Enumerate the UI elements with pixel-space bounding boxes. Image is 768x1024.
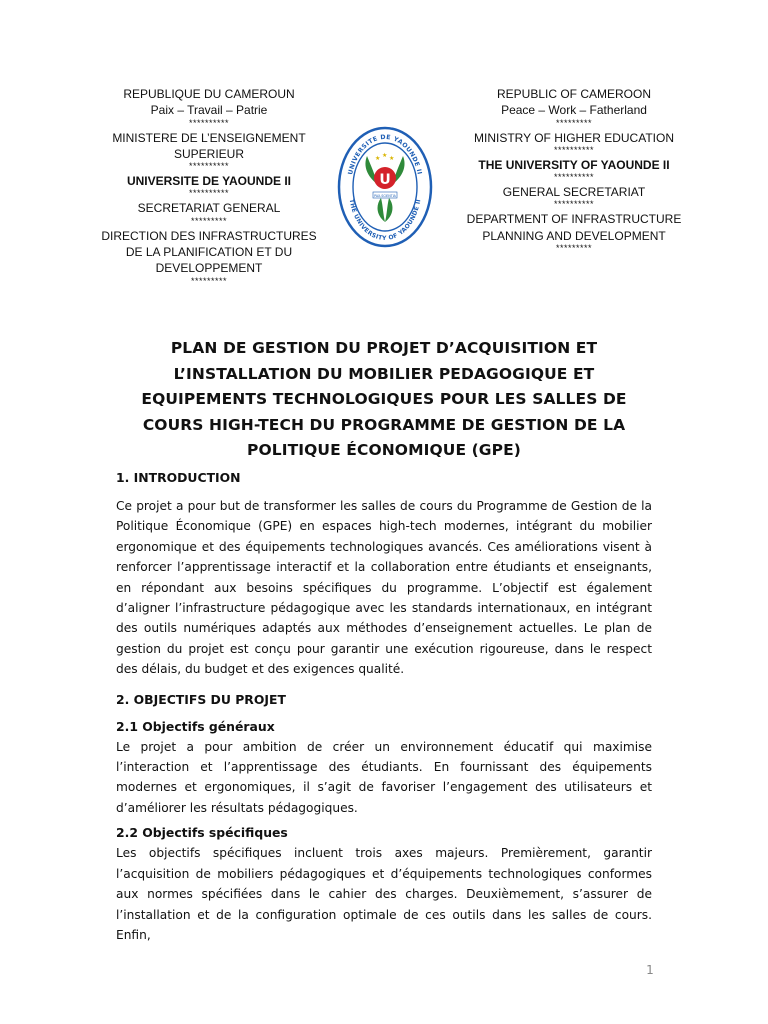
ministry-fr: MINISTERE DE L’ENSEIGNEMENT SUPERIEUR bbox=[112, 130, 306, 161]
university-en: THE UNIVERSITY OF YAOUNDE II bbox=[478, 157, 670, 172]
svg-text:★: ★ bbox=[382, 152, 388, 159]
document-title: PLAN DE GESTION DU PROJET D’ACQUISITION ET L’INSTALLATION DU MOBILIER PEDAGOGIQUE ET EQUIPEMENTS TECHNOLOGIQUES POUR LES SALLES DE COURS HIGH-TECH DU PROGRAMME DE GESTION DE LA POLITIQUE ÉCONOMIQUE (GPE) bbox=[141, 339, 627, 460]
svg-text:★: ★ bbox=[389, 155, 395, 162]
motto-fr: Paix – Travail – Patrie bbox=[150, 103, 268, 118]
secretariat-fr: SECRETARIAT GENERAL bbox=[137, 201, 281, 216]
separator-stars: ********* bbox=[190, 215, 228, 226]
header-right-column bbox=[452, 86, 696, 255]
separator-stars: ********* bbox=[555, 117, 593, 128]
separator-stars: ********** bbox=[188, 117, 230, 128]
country-name-fr: REPUBLIQUE DU CAMEROUN bbox=[123, 87, 295, 101]
emblem-bottom-text: THE UNIVERSITY OF YAOUNDE II bbox=[347, 198, 423, 243]
emblem-banner-text: PAX-SCIENTIA bbox=[374, 193, 396, 198]
university-emblem-icon bbox=[337, 126, 433, 248]
header-left-column bbox=[92, 86, 326, 288]
country-name-en: REPUBLIC OF CAMEROON bbox=[496, 87, 652, 101]
direction-fr: DIRECTION DES INFRASTRUCTURES DE LA PLANIFICATION ET DU DEVELOPPEMENT bbox=[101, 228, 317, 276]
separator-stars: ********** bbox=[188, 161, 230, 172]
motto-en: Peace – Work – Fatherland bbox=[501, 103, 647, 118]
general-objectives-paragraph: Le projet a pour ambition de créer un environnement éducatif qui maximise l’interaction et l’apprentissage des étudiants. En fournissant des équipements modernes et ergonomiques, il s’agit de favoriser l’engagement des utilisateurs et d’améliorer les résultats pédagogiques. bbox=[116, 739, 652, 815]
secretariat-en: GENERAL SECRETARIAT bbox=[502, 185, 646, 200]
subsection-heading-specific-objectives: 2.2 Objectifs spécifiques bbox=[116, 825, 288, 841]
svg-text:★: ★ bbox=[375, 155, 381, 162]
separator-stars: ********** bbox=[188, 188, 230, 199]
university-fr: UNIVERSITE DE YAOUNDE II bbox=[126, 174, 292, 189]
separator-stars: ********** bbox=[553, 144, 595, 155]
introduction-paragraph: Ce projet a pour but de transformer les salles de cours du Programme de Gestion de la Politique Économique (GPE) en espaces high-tech modernes, intégrant du mobilier ergonomique et des équipements technologiques avancés. Ces améliorations visent à renforcer l’apprentissage interactif et la collaboration entre étudiants et enseignants, en répondant aux besoins spécifiques du programme. L’objectif est également d’aligner l’infrastructure pédagogique avec les standards internationaux, en intégrant des outils numériques adaptés aux méthodes d’enseignement actuelles. Le plan de gestion du projet est conçu pour garantir une exécution rigoureuse, dans le respect des délais, du budget et des exigences qualité. bbox=[116, 499, 652, 677]
section-heading-objectives: 2. OBJECTIFS DU PROJET bbox=[116, 691, 286, 707]
section-heading-introduction: 1. INTRODUCTION bbox=[116, 470, 241, 485]
separator-stars: ********** bbox=[553, 199, 595, 210]
emblem-letter: U bbox=[379, 172, 391, 188]
ministry-en: MINISTRY OF HIGHER EDUCATION bbox=[473, 130, 674, 145]
separator-stars: ********** bbox=[553, 172, 595, 183]
direction-en: DEPARTMENT OF INFRASTRUCTURE PLANNING AND DEVELOPMENT bbox=[466, 212, 682, 243]
separator-stars: ********* bbox=[190, 275, 228, 286]
specific-objectives-paragraph: Les objectifs spécifiques incluent trois axes majeurs. Premièrement, garantir l’acquisition de mobiliers pédagogiques et d’équipements technologiques conformes aux normes spécifiées dans le cahier des charges. Deuxièmement, s’assurer de l’installation et de la configuration optimale de ces outils dans les salles de cours. Enfin, bbox=[116, 846, 652, 942]
separator-stars: ********* bbox=[555, 243, 593, 254]
emblem-top-text: UNIVERSITE DE YAOUNDE II bbox=[347, 133, 423, 176]
document-body bbox=[116, 466, 652, 945]
subsection-heading-general-objectives: 2.1 Objectifs généraux bbox=[116, 718, 275, 734]
page-number: 1 bbox=[646, 963, 654, 977]
